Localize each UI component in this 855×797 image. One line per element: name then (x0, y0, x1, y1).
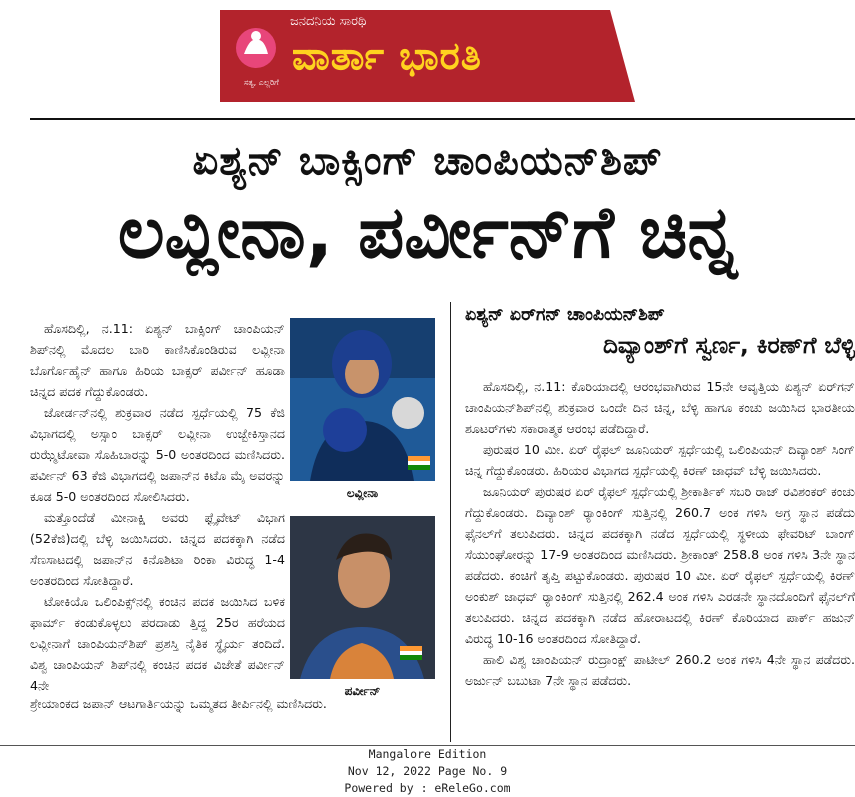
photo-parveen (290, 516, 435, 679)
side-article-paragraph: ಹಾಲಿ ವಿಶ್ವ ಚಾಂಪಿಯನ್ ರುದ್ರಾಂಕ್ಷ್ ಪಾಟೀಲ್ 260.2 ಅಂಕ ಗಳಿಸಿ 4ನೇ ಸ್ಥಾನ ಪಡೆದರು. ಅರ್ಜುನ್ ಬಬುಟಾ 7ನೇ ಸ್ಥಾನ ಪಡೆದರು. (465, 652, 855, 688)
side-article-kicker: ಏಶ್ಯನ್ ಏರ್‌ಗನ್ ಚಾಂಪಿಯನ್‌ಶಿಪ್ (465, 305, 665, 325)
masthead-tagline: ಜನದನಿಯ ಸಾರಥಿ (290, 14, 367, 29)
masthead-logo (220, 10, 635, 102)
photo-caption-lovlina: ಲವ್ಲೀನಾ (346, 486, 379, 500)
boxer-illustration-2 (290, 516, 435, 679)
article-paragraph: ಜೋರ್ಡನ್‌ನಲ್ಲಿ ಶುಕ್ರವಾರ ನಡೆದ ಸ್ಪರ್ಧೆಯಲ್ಲಿ 75 ಕೆಜಿ ವಿಭಾಗದಲ್ಲಿ ಅಸ್ಸಾಂ ಬಾಕ್ಸರ್ ಲವ್ಲೀನಾ ಉಜ್ಬೇಕಿಸ್ತಾನದ ರುಝ್ಮೆಟೋವಾ ಸೊಹಿಬಾರನ್ನು 5-0 ಅಂತರದಿಂದ ಮಣಿಸಿದರು. ಪರ್ವೀನ್ 63 ಕೆಜಿ ವಿಭಾಗದಲ್ಲಿ ಜಪಾನ್‌ನ ಕಿಟೊ ಮೈ ಅವರನ್ನು ಕೂಡ 5-0 ಅಂತರದಿಂದ ಸೋಲಿಸಿದರು. (30, 405, 285, 504)
article-closing-line: ಶ್ರೇಯಾಂಕದ ಜಪಾನ್ ಆಟಗಾರ್ತಿಯನ್ನು ಒಮ್ಮತದ ತೀರ್ಪಿನಲ್ಲಿ ಮಣಿಸಿದರು. (30, 696, 327, 711)
footer-edition: Mangalore Edition (368, 747, 487, 761)
photo-caption-parveen: ಪರ್ವೀನ್ (344, 684, 381, 698)
page-footer (0, 746, 855, 797)
side-article-paragraph: ಹೊಸದಿಲ್ಲಿ, ನ.11: ಕೊರಿಯಾದಲ್ಲಿ ಆರಂಭವಾಗಿರುವ 15ನೇ ಆವೃತ್ತಿಯ ಏಶ್ಯನ್ ಏರ್‌ಗನ್ ಚಾಂಪಿಯನ್‌ಶಿಪ್‌ನಲ್ಲಿ ಶುಕ್ರವಾರ ಒಂದೇ ದಿನ ಚಿನ್ನ, ಬೆಳ್ಳಿ ಹಾಗೂ ಕಂಚು ಜಯಿಸಿದ ಭಾರತೀಯ ಶೂಟರ್‌ಗಳು ಸಕಾರಾತ್ಮಕ ಆರಂಭ ಪಡೆದಿದ್ದಾರೆ. (465, 379, 855, 436)
side-article-headline: ದಿವ್ಯಾಂಶ್‌ಗೆ ಸ್ವರ್ಣ, ಕಿರಣ್‌ಗೆ ಬೆಳ್ಳಿ (602, 333, 855, 359)
side-article-paragraph: ಪುರುಷರ 10 ಮೀ. ಏರ್ ರೈಫಲ್ ಜೂನಿಯರ್ ಸ್ಪರ್ಧೆಯಲ್ಲಿ ಒಲಿಂಪಿಯನ್ ದಿವ್ಯಾಂಶ್ ಸಿಂಗ್ ಚಿನ್ನ ಗೆದ್ದುಕೊಂಡರು. ಹಿರಿಯರ ವಿಭಾಗದ ಸ್ಪರ್ಧೆಯಲ್ಲಿ ಕಿರಣ್ ಜಾಧವ್ ಬೆಳ್ಳಿ ಜಯಿಸಿದರು. (465, 442, 855, 478)
boxer-illustration-1 (290, 318, 435, 481)
article-paragraph: ಟೋಕಿಯೊ ಒಲಿಂಪಿಕ್ಸ್‌ನಲ್ಲಿ ಕಂಚಿನ ಪದಕ ಜಯಿಸಿದ ಬಳಿಕ ಫಾರ್ಮ್ ಕಂಡುಕೊಳ್ಳಲು ಪರದಾಡು ತ್ತಿದ್ದ 25ರ ಹರೆಯದ ಲವ್ಲೀನಾಗೆ ಚಾಂಪಿಯನ್‌ಶಿಪ್ ಪ್ರಶಸ್ತಿ ನೈತಿಕ ಸ್ಥೈರ್ಯ ತಂದಿದೆ. ವಿಶ್ವ ಚಾಂಪಿಯನ್ ಶಿಪ್‌ನಲ್ಲಿ ಕಂಚಿನ ಪದಕ ವಿಜೇತೆ ಪರ್ವೀನ್ 4ನೇ (30, 594, 285, 693)
top-rule (30, 118, 855, 120)
side-article-paragraph: ಜೂನಿಯರ್ ಪುರುಷರ ಏರ್ ರೈಫಲ್ ಸ್ಪರ್ಧೆಯಲ್ಲಿ ಶ್ರೀಕಾರ್ತಿಕ್ ಸಬರಿ ರಾಜ್ ರವಿಶಂಕರ್ ಕಂಚು ಗೆದ್ದುಕೊಂಡರು. ದಿವ್ಯಾಂಶ್ ರ್‍ಯಾಂಕಿಂಗ್ ಸುತ್ತಿನಲ್ಲಿ 260.7 ಅಂಕ ಗಳಿಸಿ ಅಗ್ರ ಸ್ಥಾನ ಪಡೆದು ಫೈನಲ್‌ಗೆ ತಲುಪಿದರು. ಚಿನ್ನದ ಪದಕಕ್ಕಾಗಿ ನಡೆದ ಸ್ಪರ್ಧೆಯಲ್ಲಿ ಸ್ಥಳೀಯ ಫೇವರಿಟ್ ಬಾಂಗ್ ಸೆಯುಂಘೋರನ್ನು 17-9 ಅಂತರದಿಂದ ಮಣಿಸಿದರು. ಶ್ರೀಕಾಂತ್ 258.8 ಅಂಕ ಗಳಿಸಿ 3ನೇ ಸ್ಥಾನ ಪಡೆದರು. ಕಂಚಿಗೆ ತೃಪ್ತಿ ಪಟ್ಟುಕೊಂಡರು. ಪುರುಷರ 10 ಮೀ. ಏರ್ ರೈಫಲ್ ಸ್ಪರ್ಧೆಯಲ್ಲಿ ಕಿರಣ್ ಅಂಕುಶ್ ಜಾಧವ್ ರ್‍ಯಾಂಕಿಂಗ್ ಸುತ್ತಿನಲ್ಲಿ 262.4 ಅಂಕ ಗಳಿಸಿ ಎರಡನೇ ಸ್ಥಾನದೊಂದಿಗೆ ಫೈನಲ್‌ಗೆ ತಲುಪಿದರು. ಚಿನ್ನದ ಪದಕಕ್ಕಾಗಿ ನಡೆದ ಹೋರಾಟದಲ್ಲಿ ಕಿರಣ್ ಕೊರಿಯಾದ ಪಾರ್ಕ್ ಹಜುನ್ ವಿರುದ್ಧ 10-16 ಅಂತರದಿಂದ ಸೋತಿದ್ದಾರೆ. (465, 484, 855, 646)
photo-lovlina (290, 318, 435, 481)
footer-powered-by: Powered by : eReleGo.com (344, 781, 511, 795)
article-paragraph: ಹೊಸದಿಲ್ಲಿ, ನ.11: ಏಶ್ಯನ್ ಬಾಕ್ಸಿಂಗ್ ಚಾಂಪಿಯನ್ ಶಿಪ್‌ನಲ್ಲಿ ಮೊದಲ ಬಾರಿ ಕಾಣಿಸಿಕೊಂಡಿರುವ ಲವ್ಲೀನಾ ಬೊರ್ಗೊಹೈನ್ ಹಾಗೂ ಹಿರಿಯ ಬಾಕ್ಸರ್ ಪರ್ವೀನ್ ಹೂಡಾ ಚಿನ್ನದ ಪದಕ ಗೆದ್ದುಕೊಂಡರು. (30, 321, 285, 399)
side-article-body (465, 376, 855, 691)
masthead-motto: ಸತ್ಯ, ಎಲ್ಲರಿಗೆ (244, 78, 279, 87)
article-body (30, 318, 285, 696)
masthead-title: ವಾರ್ತಾ ಭಾರತಿ (292, 34, 482, 78)
article-kicker: ಏಶ್ಯನ್ ಬಾಕ್ಸಿಂಗ್ ಚಾಂಪಿಯನ್‌ಶಿಪ್ (192, 138, 663, 184)
footer-date-page: Nov 12, 2022 Page No. 9 (347, 764, 508, 778)
article-paragraph: ಮತ್ತೊಂದೆಡೆ ಮೀನಾಕ್ಷಿ ಅವರು ಫ್ಲೈವೇಟ್ ವಿಭಾಗ (52ಕೆಜಿ)ದಲ್ಲಿ ಬೆಳ್ಳಿ ಜಯಿಸಿದರು. ಚಿನ್ನದ ಪದಕಕ್ಕಾಗಿ ನಡೆದ ಸೆಣಸಾಟದಲ್ಲಿ ಜಪಾನ್‌ನ ಕಿನೊಶಿಟಾ ರಿಂಕಾ ವಿರುದ್ಧ 1-4 ಅಂತರದಿಂದ ಸೋತಿದ್ದಾರೆ. (30, 510, 285, 588)
column-divider (450, 302, 451, 742)
article-headline: ಲವ್ಲೀನಾ, ಪರ್ವೀನ್‌ಗೆ ಚಿನ್ನ (117, 190, 738, 274)
